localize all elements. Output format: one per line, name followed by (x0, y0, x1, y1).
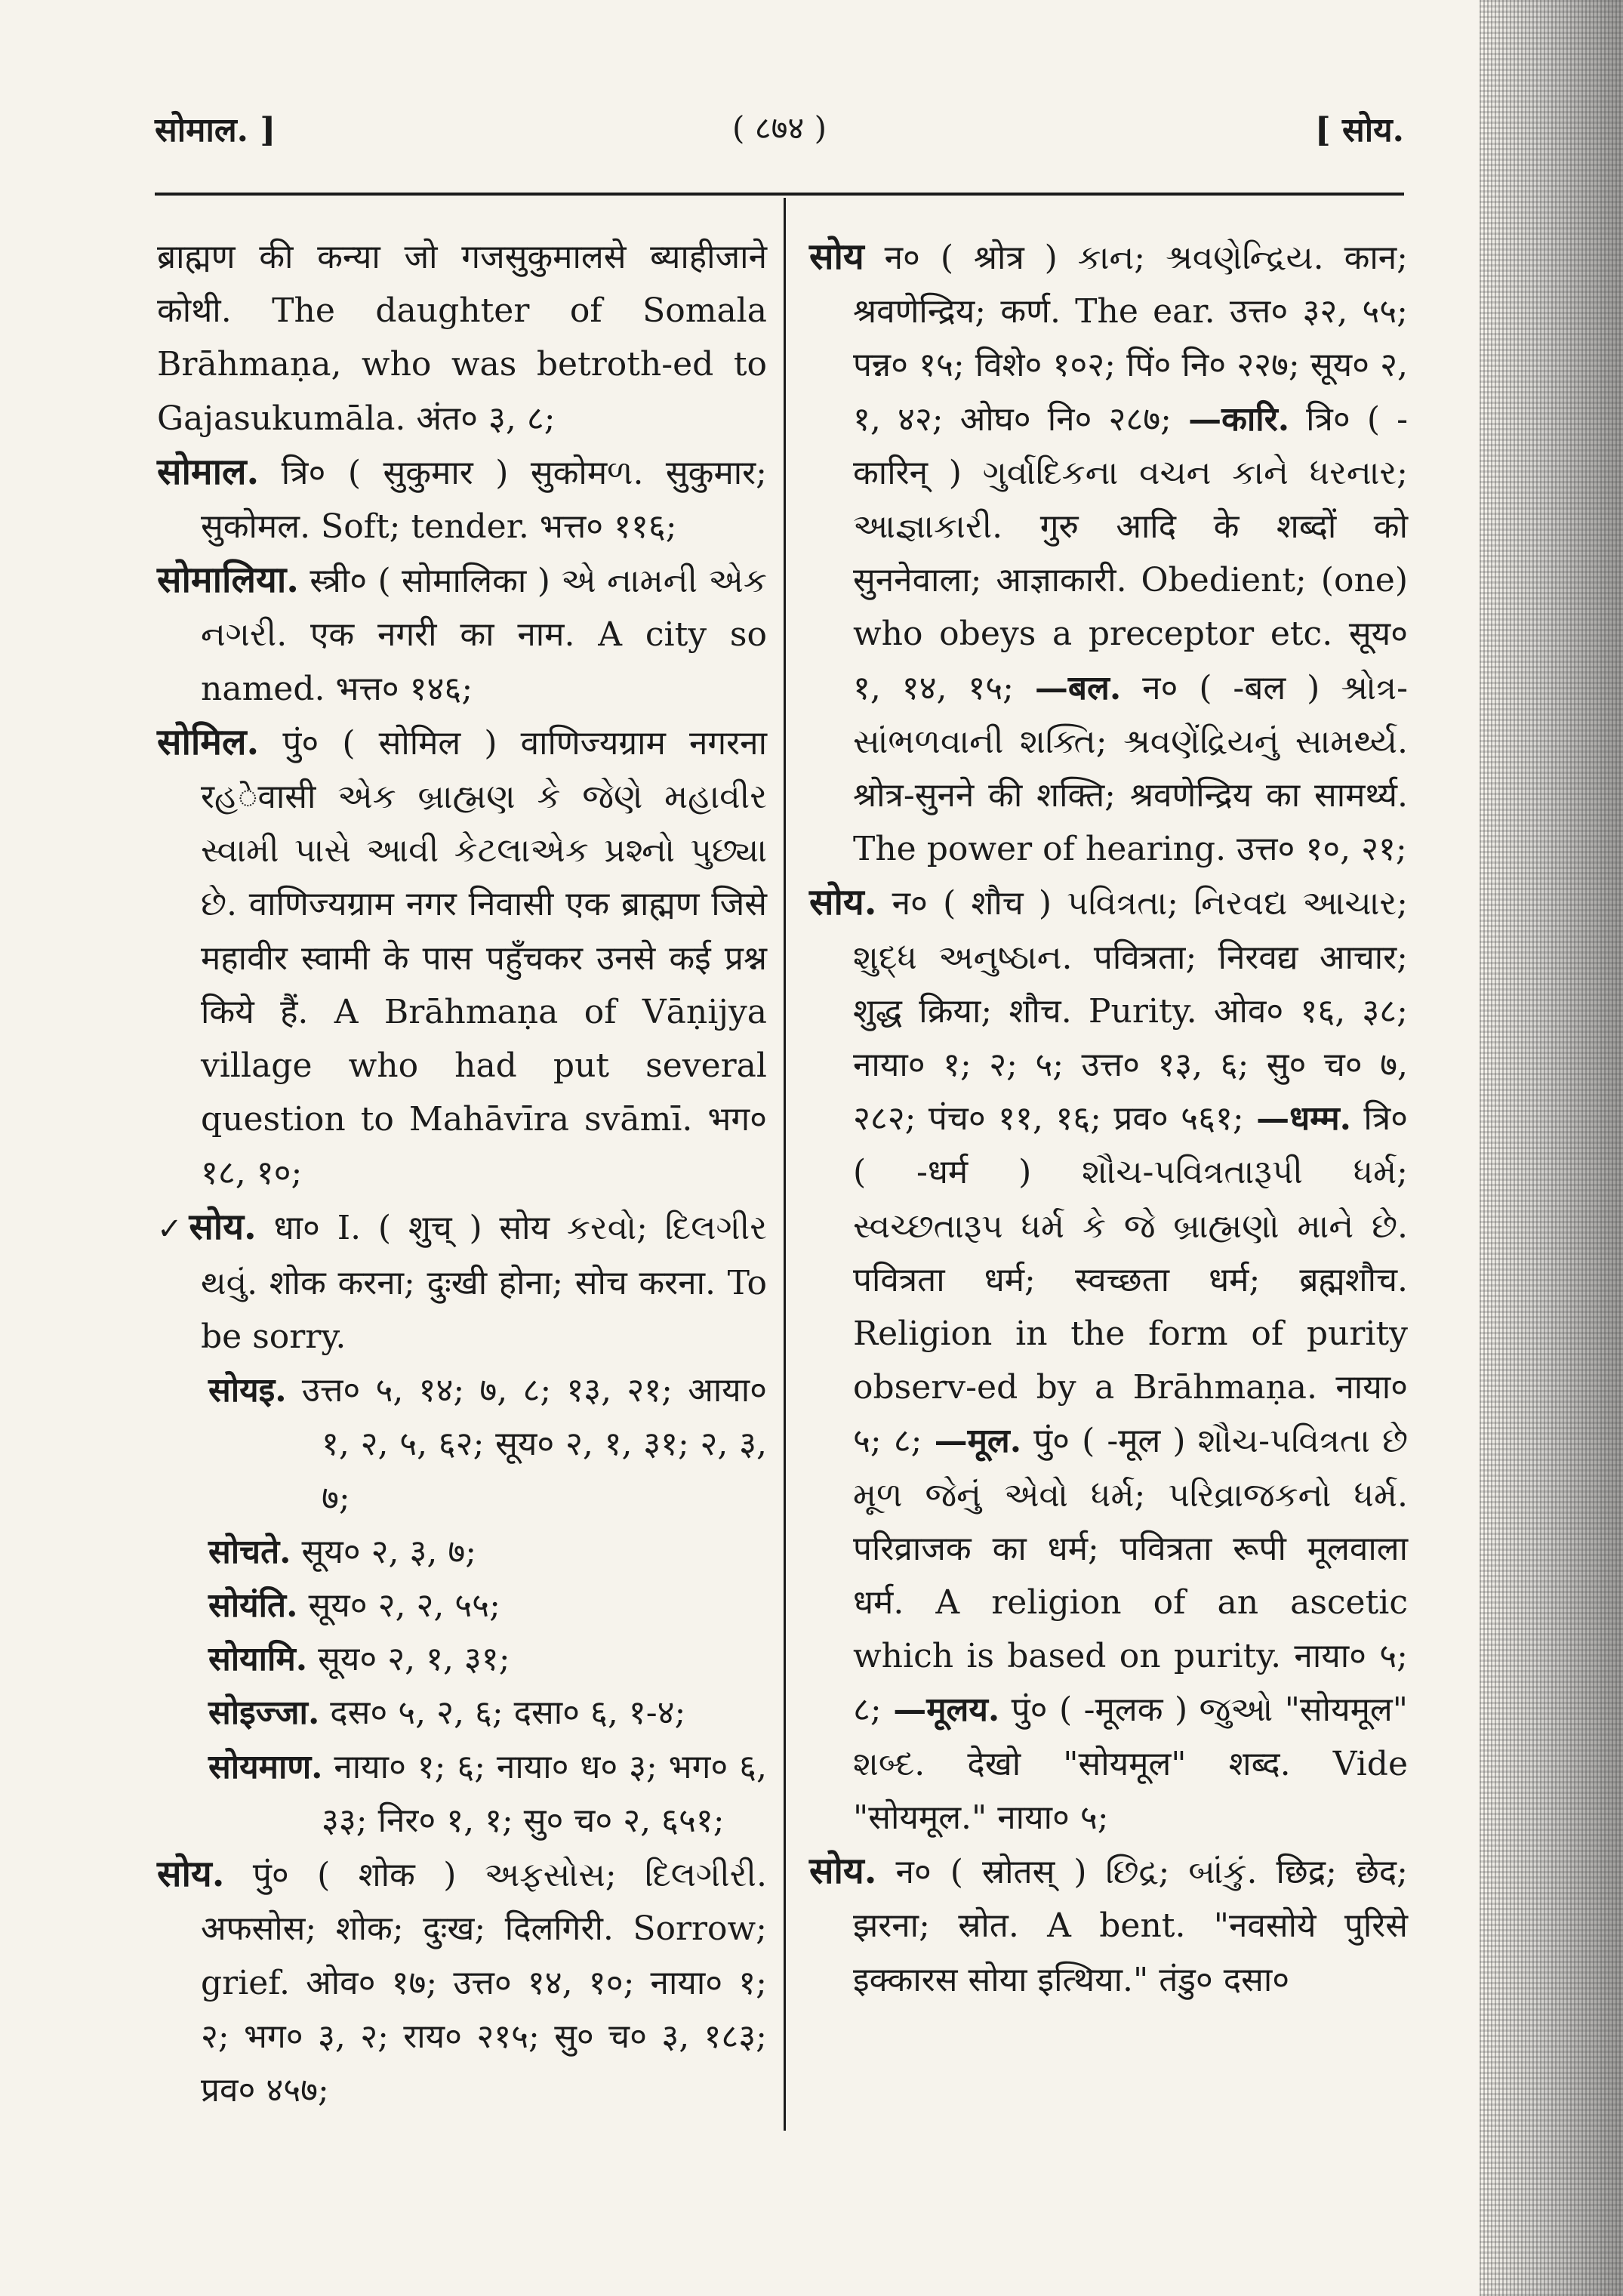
header-right-guideword: [ सोय. (1314, 111, 1404, 149)
verb-form (208, 1525, 767, 1579)
page-edge-shadow (1480, 0, 1623, 2296)
entry-headword: सोमिल. (157, 720, 260, 763)
entry-soya-stream (809, 1845, 1408, 2007)
entry-body: पुं० ( शोक ) અફસોસ; દિલગીરી. अफसोस; शोक; दुःख; दिलगिरी. Sorrow; grief. ओव० १७; उत्त० १४, १०; नाया० १; २; भग० ३, २; राय० २१५; सु० च० ३, १८३; प्रव० ४५७; (201, 1856, 767, 2110)
entry-headword: सोय (809, 236, 864, 278)
entry-somila (157, 716, 767, 1200)
entry-somaliya (157, 553, 767, 716)
entry-body: न० ( स्रोतस् ) છિદ્ર; બાંકું. छिद्र; छेद; झरना; स्रोत. A bent. "नवसोये पुरिसे इक्कारस सोया इत्थिया." तंडु० दसा० (853, 1853, 1408, 1999)
entry-continuation (157, 230, 767, 445)
entry-soya-purity (809, 876, 1408, 1845)
page-number: ( ८७४ ) (732, 109, 827, 146)
entry-soya-ear (809, 230, 1408, 876)
form-body: उत्त० ५, १४; ७, ८; १३, २१; आया० १, २, ५, ६२; सूय० २, १, ३१; २, ३, ७; (301, 1371, 767, 1518)
verb-form (208, 1579, 767, 1632)
verb-form (208, 1686, 767, 1740)
form-headword: सोयंति. (208, 1586, 298, 1626)
verb-form (208, 1740, 767, 1848)
form-body: नाया० १; ६; नाया० ध० ३; भग० ६, ३३; निर० १, १; सु० च० २, ६५१; (322, 1747, 767, 1840)
verb-form (208, 1632, 767, 1686)
header-left-guideword: सोमाल. ] (155, 111, 276, 149)
compound-body: त्रि० ( -धर्म ) શૌચ-પવિત્રતારૂપી ધર્મ; સ્વચ્છતારૂપ ધર્મ કે જે બ્રાહ્મણો માને છે. पवित्रता धर्म; स्वच्छता धर्म; ब्रह्मशौच. Religion in the form of purity observ-ed by a Brāhmaṇa. नाया० ५; ८; (853, 1099, 1408, 1461)
form-headword: सोयामि. (208, 1640, 308, 1679)
entry-body: ब्राह्मण की कन्या जो गजसुकुमालसे ब्याहीजाने कोथी. The daughter of Somala Brāhmaṇa, who was betroth-ed to Gajasukumāla. अंत० ३, ८; (157, 238, 767, 438)
entry-body: स्त्री० ( सोमालिका ) એ નામની એક નગરી. एक नगरी का नाम. A city so named. भत्त० १४६; (201, 562, 767, 708)
column-divider (784, 198, 786, 2131)
compound-headword: —मूलय. (893, 1690, 1000, 1730)
entry-body: पुं० ( सोमिल ) वाणिज्यग्राम नगरना रહेवासी એક બ્રાહ્મણ કે જેણે મહાવીર સ્વામી પાસે આવી કેટલાએક પ્રશ્નો પુછ્યા છે. वाणिज्यग्राम नगर निवासी एक ब्राह्मण जिसे महावीर स्वामी के पास पहुँचकर उनसे कई प्रश्न किये हैं. A Brāhmaṇa of Vāṇijya village who had put several question to Mahāvīra svāmī. भग० १८, १०; (201, 723, 767, 1193)
entry-headword: सोय. (809, 881, 877, 924)
page-header (155, 106, 1404, 166)
form-body: सूय० २, ३, ७; (301, 1532, 477, 1571)
entry-soya-sorrow (157, 1848, 767, 2117)
right-column (809, 230, 1408, 2007)
form-body: सूय० २, १, ३१; (318, 1640, 510, 1679)
compound-body: न० ( -बल ) શ્રોત્ર-સાંભળવાની શક્તિ; શ્રવણેંદ્રિયનું સામર્થ્ય. श्रोत्र-सुनने की शक्ति; श्रवणेन्द्रिय का सामर्थ्य. The power of hearing. उत्त० १०, २१; (853, 668, 1408, 869)
compound-headword: —धम्म. (1256, 1099, 1351, 1139)
header-rule (155, 193, 1404, 196)
verb-form (208, 1364, 767, 1525)
form-body: सूय० २, २, ५५; (308, 1586, 500, 1626)
left-column (157, 230, 767, 2117)
entry-body: न० ( शौच ) પવિત્રતા; નિરવદ્ય આચાર; શુદ્ધ અનુષ્ઠાન. पवित्रता; निरवद्य आचार; शुद्ध क्रिया; शौच. Purity. ओव० १६, ३८; नाया० १; २; ५; उत्त० १३, ६; सु० च० ७, २८२; पंच० ११, १६; प्रव० ५६१; (853, 884, 1408, 1139)
form-headword: सोइज्जा. (208, 1693, 320, 1733)
compound-headword: —मूल. (934, 1422, 1022, 1461)
entry-headword: सोय. (809, 1850, 877, 1893)
entry-soya-verb (157, 1200, 767, 1364)
entry-headword: सोय. (189, 1205, 257, 1248)
compound-headword: —बल. (1034, 668, 1122, 707)
form-body: दस० ५, २, ६; दसा० ६, १-४; (330, 1693, 686, 1733)
form-headword: सोचते. (208, 1532, 291, 1571)
compound-body: त्रि० ( -कारिन् ) ગુર્વાદિકના વચન કાને ધરનાર; આજ્ઞાકારી. गुरु आदि के शब्दों को सुननेवाला; आज्ञाकारी. Obedient; (one) who obeys a preceptor etc. सूय० १, १४, १५; (853, 399, 1408, 707)
entry-body: त्रि० ( सुकुमार ) सुकोमળ. सुकुमार; सुकोमल. Soft; tender. भत्त० ११६; (201, 453, 767, 547)
entry-somala (157, 445, 767, 553)
checkmark-annotation: ✓ (157, 1211, 189, 1247)
compound-headword: —कारि. (1188, 399, 1290, 439)
entry-headword: सोमाल. (157, 450, 260, 493)
compound-body: पुं० ( -मूल ) શૌચ-પવિત્રતા છે મૂળ જેનું એવો ધર્મ; પરિવ્રાજકનો ધર્મ. परिव्राजक का धर्म; पवित्रता रूपी मूलवाला धर्म. A religion of an ascetic which is based on purity. नाया० ५; ८; (853, 1422, 1408, 1730)
form-headword: सोयमाण. (208, 1747, 323, 1786)
entry-body: न० ( श्रोत्र ) કાન; શ્રવણેન્દ્રિય. कान; श्रवणेन्द्रिय; कर्ण. The ear. उत्त० ३२, ५५; पन्न० १५; विशे० १०२; पिं० नि० २२७; सूय० २, १, ४२; ओघ० नि० २८७; (853, 239, 1408, 439)
entry-headword: सोमालिया. (157, 559, 299, 602)
form-headword: सोयइ. (208, 1371, 287, 1410)
entry-headword: सोय. (157, 1853, 225, 1896)
entry-body: धा० I. ( शुच् ) सोय કરવો; દિલગીર થવું. शोक करना; दुःखी होना; सोच करना. To be sorry. (201, 1208, 767, 1357)
compound-body: पुं० ( -मूलक ) જુઓ "सोयमूल" શબ્દ. देखो "सोयमूल" शब्द. Vide "सोयमूल." नाया० ५; (853, 1690, 1408, 1837)
